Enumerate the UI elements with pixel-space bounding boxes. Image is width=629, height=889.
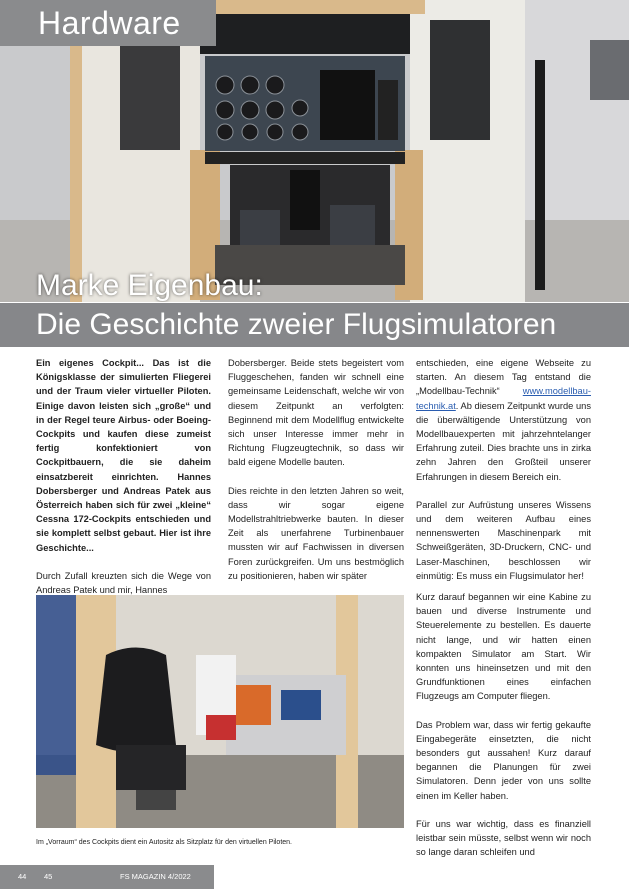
article-column-2 <box>228 356 404 597</box>
seat-photo-illustration <box>36 595 404 828</box>
photo-caption: Im „Vorraum“ des Cockpits dient ein Autositz als Sitzplatz für den virtuellen Piloten. <box>36 839 293 846</box>
article-column-3 <box>416 356 591 597</box>
body-paragraph: Dies reichte in den letzten Jahren so weit, dass wir sogar eigene Modellstrahltriebwerke bauten. In dieser Zeit als unerfahrene Turbinenbauer mussten wir auf Fachwissen in diversen Foren zurückgreifen. Um uns bestmöglich zu positionieren, haben wir später <box>228 485 404 581</box>
hero-photo <box>0 0 629 302</box>
body-paragraph: Parallel zur Aufrüstung unseres Wissens und dem weiteren Aufbau eines nennenswerten Maschinenpark mit Schweißgeräten, 3D-Druckern, CNC- und Laser-Maschinen, beschlossen wir einmütig: Es muss ein Flugsimulator her! <box>416 499 591 581</box>
body-paragraph: Für uns war wichtig, dass es finanziell leistbar sein müsste, selbst wenn wir noch so lange daran schleifen und <box>416 818 591 858</box>
body-paragraph: Kurz darauf begannen wir eine Kabine zu bauen und diverse Instrumente und Steuerelemente zu bestellen. Es dauerte nicht lange, und wir hatten einen kompakten Simulator am Start. Wir konnten uns hineinsetzen und mit den Grundfunktionen eines einfachen Flugzeugs am Computer fliegen. <box>416 592 591 702</box>
article-column-1 <box>36 356 211 611</box>
section-tab: Hardware <box>0 0 216 46</box>
body-paragraph: Dobersberger. Beide stets begeistert vom Fluggeschehen, fanden wir schnell eine gemeinsame Leidenschaft, welche wir von diesem Zeitpunkt an verfolgten: Beginnend mit dem Modellflug entwickelte sich unser Interesse immer mehr in Richtung Flugzeugtechnik, so dass wir bald eigene Modelle bauten. <box>228 358 404 468</box>
article-column-3-continued <box>416 590 591 873</box>
text-span: . Ab diesem Zeitpunkt wurde uns die überwältigende Unterstützung von Modellbauexperten mit jahrzehntelanger Erfahrung zuteil. Dies brachte uns in zirka zehn Jahren den Großteil unserer Erfahrungen in diesem Bereich ein. <box>416 400 591 482</box>
headline-line-2: Die Geschichte zweier Flugsimulatoren <box>36 308 557 341</box>
body-paragraph <box>416 356 591 484</box>
page-number-right: 45 <box>44 872 53 881</box>
page-number-left: 44 <box>18 872 27 881</box>
headline-line-1: Marke Eigenbau: <box>36 269 263 302</box>
body-paragraph: Das Problem war, dass wir fertig gekaufte Eingabegeräte einsetzten, die nicht besonders gut aussahen! Kurz darauf begannen die Planungen für zwei Simulatoren. Denn jeder von uns sollte einen im Keller haben. <box>416 719 591 801</box>
website-link[interactable]: www.modellbau-technik.at <box>416 386 591 411</box>
page-footer <box>0 865 214 889</box>
text-span: entschieden, eine eigene Webseite zu starten. An diesem Tag entstand die „Modellbau-Technik“ <box>416 358 591 397</box>
magazine-name: FS MAGAZIN 4/2022 <box>120 872 191 881</box>
lead-paragraph: Ein eigenes Cockpit... Das ist die Königsklasse der simulierten Fliegerei und der Traum vieler virtueller Piloten. Einige davon leisten sich „große“ und in der Regel teure Airbus- oder Boeing-Cockpits und kaufen diese zumeist fertig konfektioniert von Cockpitbauern, die sie daheim einsatzbereit einrichten. Hannes Dobersberger und Andreas Patek aus Österreich haben sich für zwei „kleine“ Cessna 172-Cockpits entschieden und sie komplett selbst gebaut. Hier ist ihre Geschichte... <box>36 358 211 553</box>
seat-photo <box>36 595 404 828</box>
body-paragraph: Durch Zufall kreuzten sich die Wege von Andreas Patek und mir, Hannes <box>36 570 211 596</box>
